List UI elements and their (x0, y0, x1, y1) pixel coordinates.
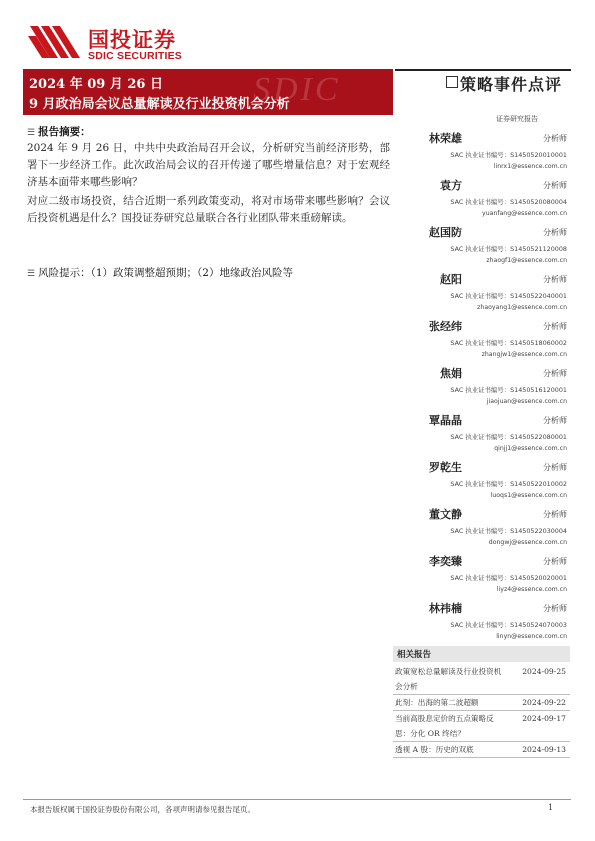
analyst-card (398, 503, 570, 550)
related-report-item[interactable] (393, 742, 570, 758)
analyst-role: 分析师 (543, 604, 567, 613)
analyst-role: 分析师 (543, 510, 567, 519)
related-reports-list (393, 664, 570, 758)
report-type-title: 策略事件点评 (460, 75, 563, 94)
analyst-sac: SAC 执业证书编号：S1450516120001 (450, 386, 567, 394)
report-type-subtitle: 证券研究报告 (496, 115, 538, 123)
analyst-role: 分析师 (543, 181, 567, 190)
related-report-title[interactable]: 透视 A 股：历史的双底 (395, 745, 474, 754)
analyst-email[interactable]: linrx1@essence.com.cn (493, 163, 567, 170)
footer-rule (23, 799, 571, 800)
analyst-card (398, 127, 570, 174)
analyst-email[interactable]: dongwj@essence.com.cn (488, 539, 567, 546)
analyst-role: 分析师 (543, 369, 567, 378)
analyst-card (398, 456, 570, 503)
analyst-email[interactable]: qinjj1@essence.com.cn (494, 445, 567, 452)
analyst-name: 李奕臻 (429, 555, 462, 568)
analyst-sac: SAC 执业证书编号：S1450524070003 (450, 621, 567, 629)
header-rule (395, 69, 571, 71)
analyst-name: 林荣雄 (429, 132, 462, 145)
analyst-card (398, 597, 570, 644)
square-bullet-icon: ☰ (27, 128, 36, 138)
related-reports-heading: 相关报告 (397, 650, 432, 660)
summary-paragraph-2: 对应二级市场投资，结合近期一系列政策变动，将对市场带来哪些影响？会议后投资机遇是什么？国投证券研究总量联合各行业团队带来重磅解读。 (27, 195, 390, 224)
analyst-name: 董文静 (429, 508, 462, 521)
analyst-email[interactable]: linyn@essence.com.cn (496, 633, 567, 640)
analyst-name: 覃晶晶 (429, 414, 462, 427)
analyst-name: 张经纬 (429, 320, 462, 333)
risk-warning (27, 265, 293, 280)
analyst-sac: SAC 执业证书编号：S1450518060002 (450, 339, 567, 347)
analyst-card (398, 221, 570, 268)
square-bullet-icon: ☰ (27, 269, 36, 279)
related-report-date: 2024-09-22 (522, 698, 566, 707)
logo-name-en: SDIC SECURITIES (88, 50, 183, 62)
analyst-role: 分析师 (543, 275, 567, 284)
related-report-item[interactable] (393, 695, 570, 711)
related-report-item[interactable] (393, 664, 570, 695)
analyst-role: 分析师 (543, 557, 567, 566)
analyst-sac: SAC 执业证书编号：S1450522010002 (450, 480, 567, 488)
analyst-name: 罗乾生 (429, 461, 462, 474)
analyst-sac: SAC 执业证书编号：S1450520010001 (450, 151, 567, 159)
company-logo (28, 24, 198, 64)
analyst-sac: SAC 执业证书编号：S1450522080001 (450, 433, 567, 441)
related-report-title[interactable]: 当前高股息定价的五点策略反思：分化 OR 终结？ (395, 714, 494, 738)
related-report-date: 2024-09-13 (522, 745, 566, 754)
analyst-card (398, 409, 570, 456)
report-title: 9 月政治局会议总量解读及行业投资机会分析 (29, 97, 290, 112)
analyst-sac: SAC 执业证书编号：S1450521120008 (450, 245, 567, 253)
analyst-card (398, 268, 570, 315)
page-number: 1 (548, 803, 554, 812)
analyst-email[interactable]: zhaoyang1@essence.com.cn (477, 304, 567, 311)
analyst-list (398, 127, 570, 644)
related-reports-header (393, 646, 570, 662)
logo-mark-icon (28, 24, 80, 60)
related-report-title[interactable]: 此刻：出海的第二波超额 (395, 698, 479, 707)
title-banner (23, 69, 393, 115)
summary-heading-text: 报告摘要： (38, 126, 91, 138)
footer-disclaimer: 本报告版权属于国投证券股份有限公司，各项声明请参见报告尾页。 (30, 805, 255, 814)
analyst-email[interactable]: yuanfang@essence.com.cn (482, 210, 567, 217)
analyst-email[interactable]: jiaojuan@essence.com.cn (486, 398, 567, 405)
chart-box-icon (446, 76, 458, 88)
analyst-card (398, 362, 570, 409)
analyst-sac: SAC 执业证书编号：S1450520020001 (450, 574, 567, 582)
report-date: 2024 年 09 月 26 日 (29, 77, 163, 92)
analyst-name: 林祎楠 (429, 602, 462, 615)
analyst-card (398, 550, 570, 597)
related-report-item[interactable] (393, 711, 570, 742)
analyst-name: 赵阳 (440, 273, 462, 286)
related-report-title[interactable]: 政策宽松总量解读及行业投资机会分析 (395, 667, 502, 691)
analyst-sac: SAC 执业证书编号：S1450522040001 (450, 292, 567, 300)
analyst-email[interactable]: zhaogf1@essence.com.cn (486, 257, 567, 264)
analyst-sac: SAC 执业证书编号：S1450522030004 (450, 527, 567, 535)
analyst-name: 焦娟 (440, 367, 462, 380)
banner-watermark: SDIC (253, 71, 341, 108)
summary-heading (27, 124, 91, 139)
analyst-email[interactable]: zhangjw1@essence.com.cn (481, 351, 567, 358)
analyst-card (398, 315, 570, 362)
analyst-role: 分析师 (543, 228, 567, 237)
analyst-role: 分析师 (543, 416, 567, 425)
risk-warning-text: 风险提示：（1）政策调整超预期；（2）地缘政治风险等 (38, 267, 293, 279)
analyst-name: 袁方 (440, 179, 462, 192)
analyst-email[interactable]: liyz4@essence.com.cn (496, 586, 567, 593)
analyst-role: 分析师 (543, 134, 567, 143)
related-report-date: 2024-09-17 (522, 714, 566, 723)
analyst-email[interactable]: luoqs1@essence.com.cn (490, 492, 567, 499)
summary-paragraph-1: 2024 年 9 月 26 日，中共中央政治局召开会议，分析研究当前经济形势，部署下一步经济工作。此次政治局会议的召开传递了哪些增量信息？对于宏观经济基本面带来哪些影响？ (27, 142, 390, 188)
analyst-role: 分析师 (543, 463, 567, 472)
analyst-card (398, 174, 570, 221)
analyst-sac: SAC 执业证书编号：S1450520080004 (450, 198, 567, 206)
analyst-name: 赵国防 (429, 226, 462, 239)
analyst-role: 分析师 (543, 322, 567, 331)
related-report-date: 2024-09-25 (522, 667, 566, 676)
logo-name-cn: 国投证券 (88, 28, 176, 52)
